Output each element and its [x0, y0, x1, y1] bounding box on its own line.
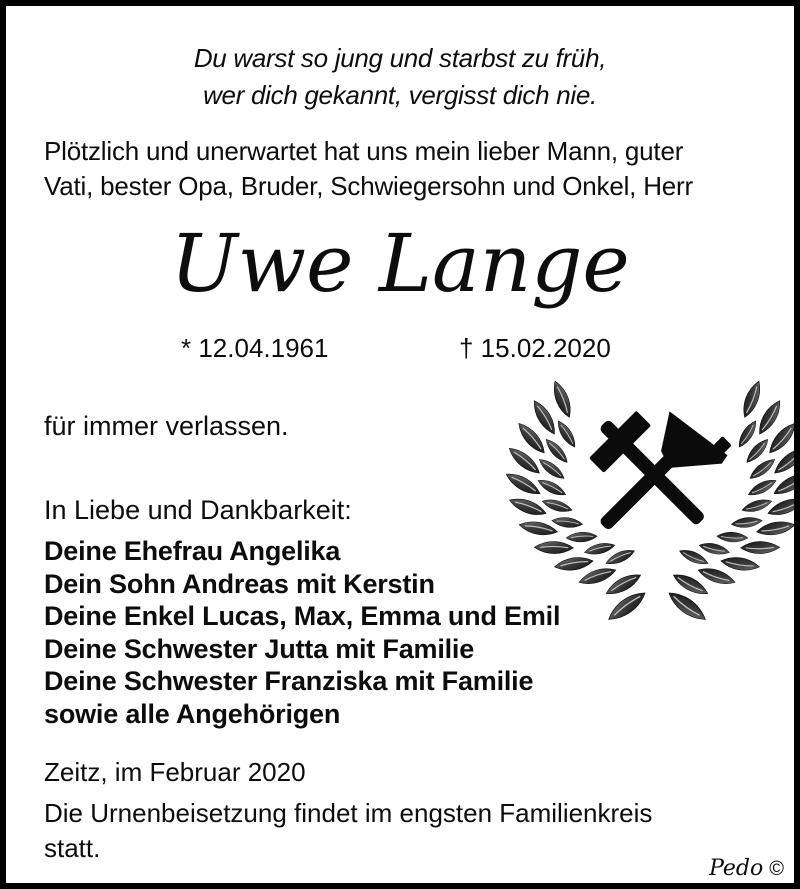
mourning-intro: In Liebe und Dankbarkeit:: [44, 495, 352, 525]
burial-notice: [44, 796, 652, 866]
death-date: † 15.02.2020: [459, 333, 611, 363]
place-and-date: Zeitz, im Februar 2020: [44, 757, 306, 787]
mourner-line: Dein Sohn Andreas mit Kerstin: [44, 568, 435, 599]
epigraph-line: wer dich gekannt, vergisst dich nie.: [203, 80, 597, 110]
crossed-hammer-pick-icon: [579, 397, 736, 554]
mourners-list: [44, 535, 560, 730]
burial-line: statt.: [44, 833, 101, 863]
deceased-name: Uwe Lange: [170, 217, 630, 310]
mourner-line: Deine Enkel Lucas, Max, Emma und Emil: [44, 601, 561, 631]
announcement-text: [44, 134, 693, 204]
copyright-icon: ©: [769, 858, 784, 880]
farewell-text: für immer verlassen.: [44, 411, 289, 441]
birth-date: * 12.04.1961: [181, 333, 329, 363]
mourner-line: Deine Schwester Jutta mit Familie: [44, 633, 475, 664]
designer-credit: [709, 856, 784, 881]
announcement-line: Plötzlich und unerwartet hat uns mein lieber Mann, guter: [44, 136, 684, 166]
epigraph-verse: [6, 40, 794, 114]
epigraph-line: Du warst so jung und starbst zu früh,: [193, 43, 607, 73]
burial-line: Die Urnenbeisetzung findet im engsten Familienkreis: [44, 798, 653, 828]
mourner-line: sowie alle Angehörigen: [44, 698, 341, 729]
credit-name: Pedo: [709, 856, 764, 881]
announcement-line: Vati, bester Opa, Bruder, Schwiegersohn und Onkel, Herr: [44, 171, 693, 201]
mourner-line: Deine Ehefrau Angelika: [44, 536, 341, 566]
mourner-line: Deine Schwester Franziska mit Familie: [44, 666, 534, 696]
